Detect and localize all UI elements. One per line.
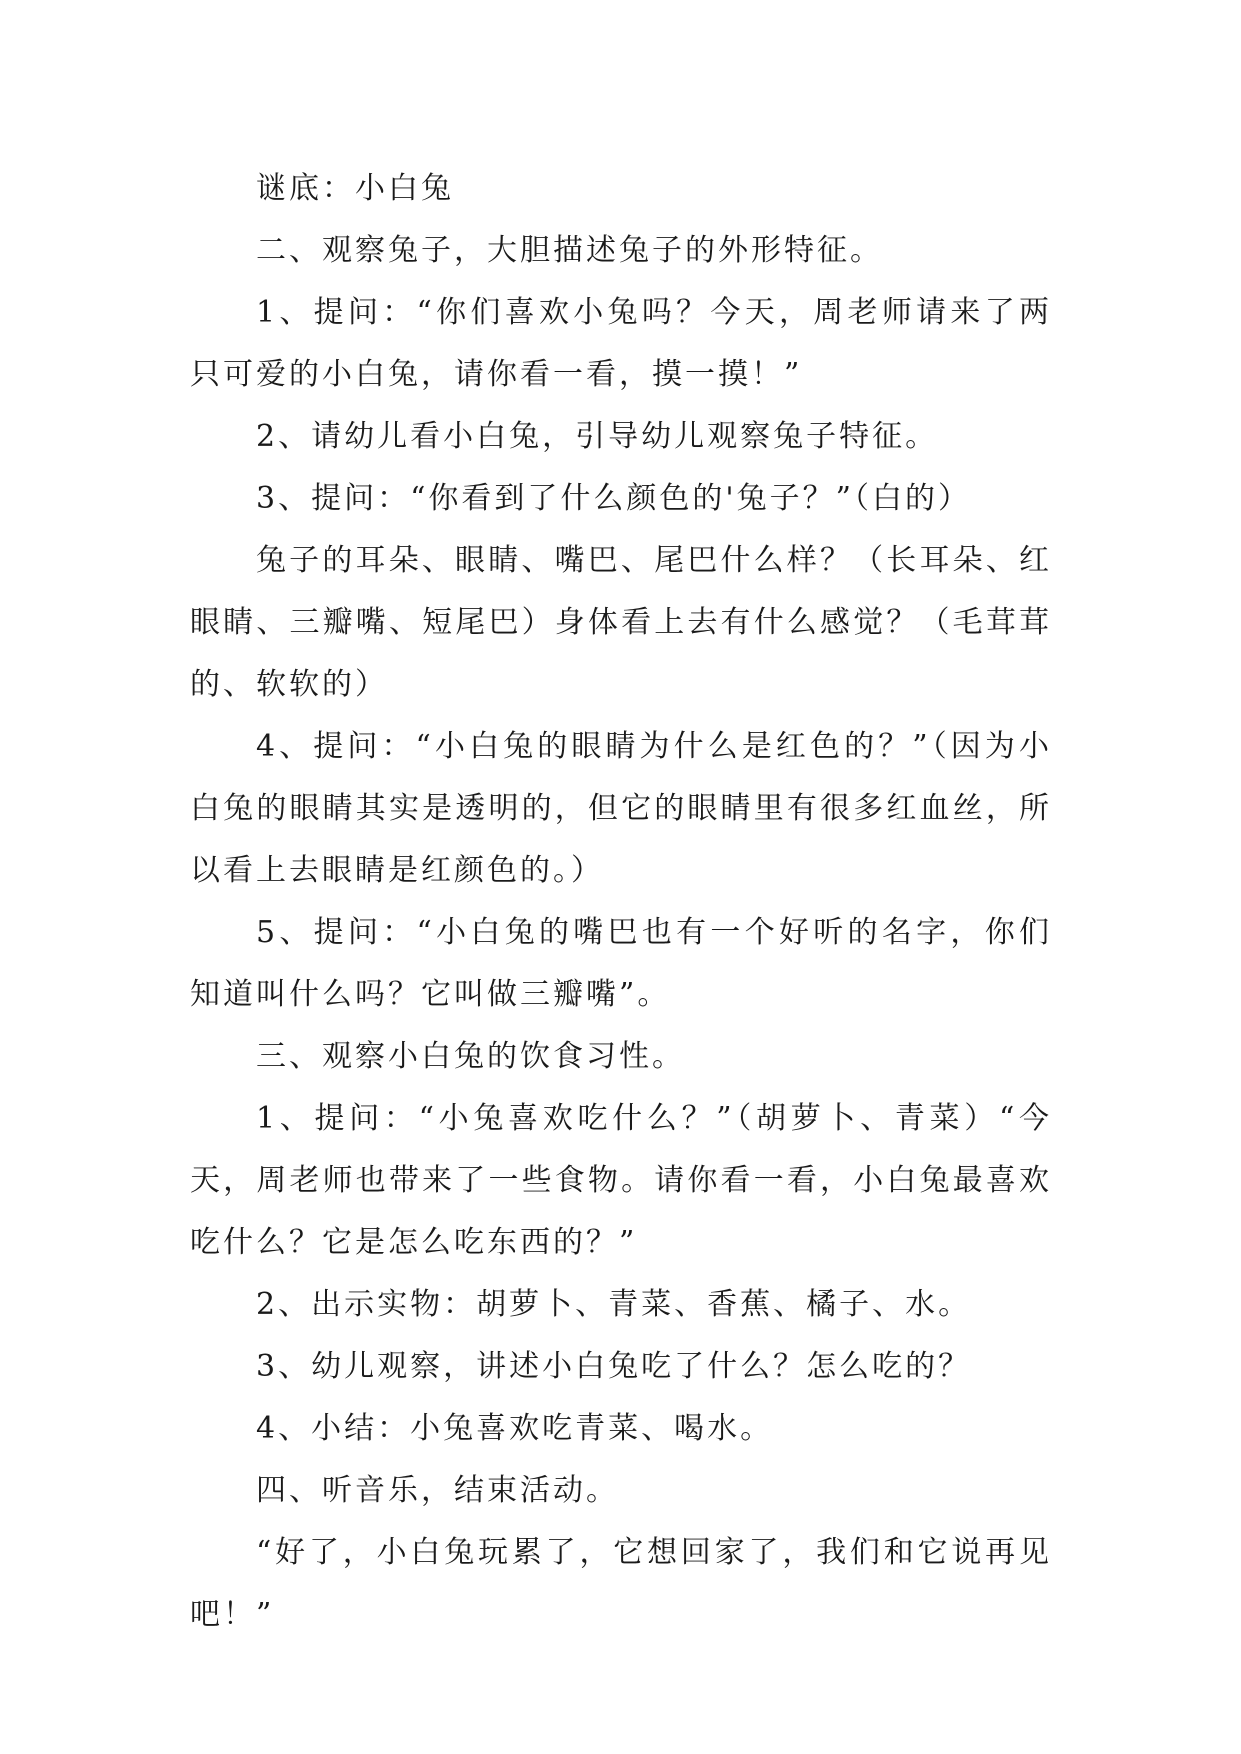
- paragraph-section-2-item-1: 1、提问：“你们喜欢小兔吗？今天，周老师请来了两只可爱的小白兔，请你看一看，摸一摸！”: [190, 295, 1052, 392]
- paragraph-section-2-heading: 二、观察兔子，大胆描述兔子的外形特征。: [256, 233, 883, 268]
- paragraph-section-3-item-4: 4、小结：小兔喜欢吃青菜、喝水。: [256, 1411, 774, 1446]
- paragraph-closing-quote: “好了，小白兔玩累了，它想回家了，我们和它说再见吧！”: [190, 1535, 1052, 1632]
- paragraph-section-2-item-5: 5、提问：“小白兔的嘴巴也有一个好听的名字，你们知道叫什么吗？它叫做三瓣嘴”。: [190, 915, 1052, 1012]
- paragraph-section-4-heading: 四、听音乐，结束活动。: [256, 1473, 619, 1508]
- paragraph-riddle-answer: 谜底：小白兔: [256, 171, 454, 206]
- paragraph-section-2-item-2: 2、请幼儿看小白兔，引导幼儿观察兔子特征。: [256, 419, 939, 454]
- paragraph-section-3-heading: 三、观察小白兔的饮食习性。: [256, 1039, 685, 1074]
- paragraph-section-3-item-1: 1、提问：“小兔喜欢吃什么？”（胡萝卜、青菜）“今天，周老师也带来了一些食物。请你看一看，小白兔最喜欢吃什么？它是怎么吃东西的？”: [190, 1101, 1052, 1260]
- paragraph-section-3-item-2: 2、出示实物：胡萝卜、青菜、香蕉、橘子、水。: [256, 1287, 972, 1322]
- document-body: [190, 158, 1052, 1646]
- paragraph-rabbit-features: 兔子的耳朵、眼睛、嘴巴、尾巴什么样？（长耳朵、红眼睛、三瓣嘴、短尾巴）身体看上去有什么感觉？（毛茸茸的、软软的）: [190, 543, 1052, 702]
- paragraph-section-2-item-3: 3、提问：“你看到了什么颜色的'兔子？”（白的）: [256, 481, 972, 516]
- paragraph-section-3-item-3: 3、幼儿观察，讲述小白兔吃了什么？怎么吃的？: [256, 1349, 972, 1384]
- paragraph-section-2-item-4: 4、提问：“小白兔的眼睛为什么是红色的？”（因为小白兔的眼睛其实是透明的，但它的眼睛里有很多红血丝，所以看上去眼睛是红颜色的。）: [190, 729, 1052, 888]
